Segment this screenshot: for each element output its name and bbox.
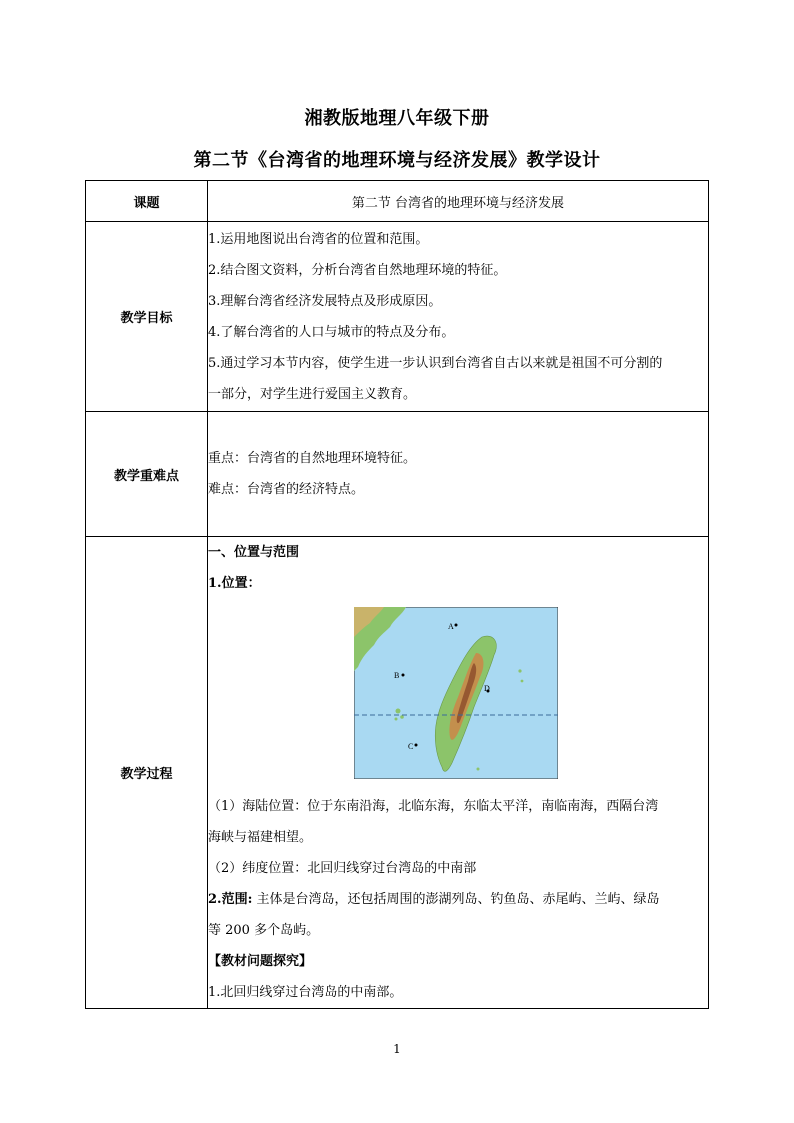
important-point: 重点：台湾省的自然地理环境特征。 — [208, 451, 417, 466]
objective-item: 3.理解台湾省经济发展特点及形成原因。 — [208, 293, 442, 309]
range-line — [208, 884, 708, 915]
position-heading: 1.位置： — [208, 576, 261, 591]
process-content — [208, 537, 709, 1009]
page-number: 1 — [393, 1042, 401, 1056]
key-points-label: 教学重难点 — [86, 412, 208, 537]
range-text: 主体是台湾岛，还包括周围的澎湖列岛、钓鱼岛、赤尾屿、兰屿、绿岛 — [252, 892, 660, 907]
section-heading: 一、位置与范围 — [208, 545, 300, 560]
table-row-topic — [86, 181, 709, 222]
map-label-d: D — [484, 684, 490, 693]
objective-item: 2.结合图文资料，分析台湾省自然地理环境的特征。 — [208, 262, 507, 278]
objective-item: 5.通过学习本节内容，使学生进一步认识到台湾省自古以来就是祖国不可分割的 — [208, 355, 663, 371]
difficult-point: 难点：台湾省的经济特点。 — [208, 482, 365, 497]
explore-heading: 【教材问题探究】 — [208, 954, 313, 969]
objective-item: 一部分，对学生进行爱国主义教育。 — [208, 386, 417, 402]
topic-value: 第二节 台湾省的地理环境与经济发展 — [208, 181, 709, 222]
key-points-content — [208, 412, 709, 537]
sea-position-line: 海峡与福建相望。 — [208, 830, 313, 845]
latitude-position: （2）纬度位置：北回归线穿过台湾岛的中南部 — [208, 861, 477, 876]
topic-label: 课题 — [86, 181, 208, 222]
process-label: 教学过程 — [86, 537, 208, 1009]
sea-position-line: （1）海陆位置：位于东南沿海，北临东海，东临太平洋，南临南海，西隔台湾 — [208, 799, 659, 814]
table-row-process — [86, 537, 709, 1009]
range-line-2: 等 200 多个岛屿。 — [208, 923, 320, 938]
table-row-key-points — [86, 412, 709, 537]
explore-item: 1.北回归线穿过台湾岛的中南部。 — [208, 985, 403, 1000]
objective-item: 4.了解台湾省的人口与城市的特点及分布。 — [208, 324, 455, 340]
range-heading: 2.范围: — [208, 892, 253, 907]
objective-item: 1.运用地图说出台湾省的位置和范围。 — [208, 231, 429, 247]
table-row-objectives — [86, 222, 709, 412]
lesson-plan-table — [85, 180, 709, 1009]
objectives-label: 教学目标 — [86, 222, 208, 412]
document-title: 湘教版地理八年级下册 — [304, 108, 490, 129]
map-label-a: A — [448, 622, 454, 631]
taiwan-map-container — [208, 599, 708, 791]
map-label-b: B — [394, 671, 400, 680]
map-label-c: C — [408, 742, 414, 751]
taiwan-map — [354, 607, 558, 779]
document-subtitle: 第二节《台湾省的地理环境与经济发展》教学设计 — [193, 150, 601, 171]
objectives-content — [208, 222, 709, 412]
